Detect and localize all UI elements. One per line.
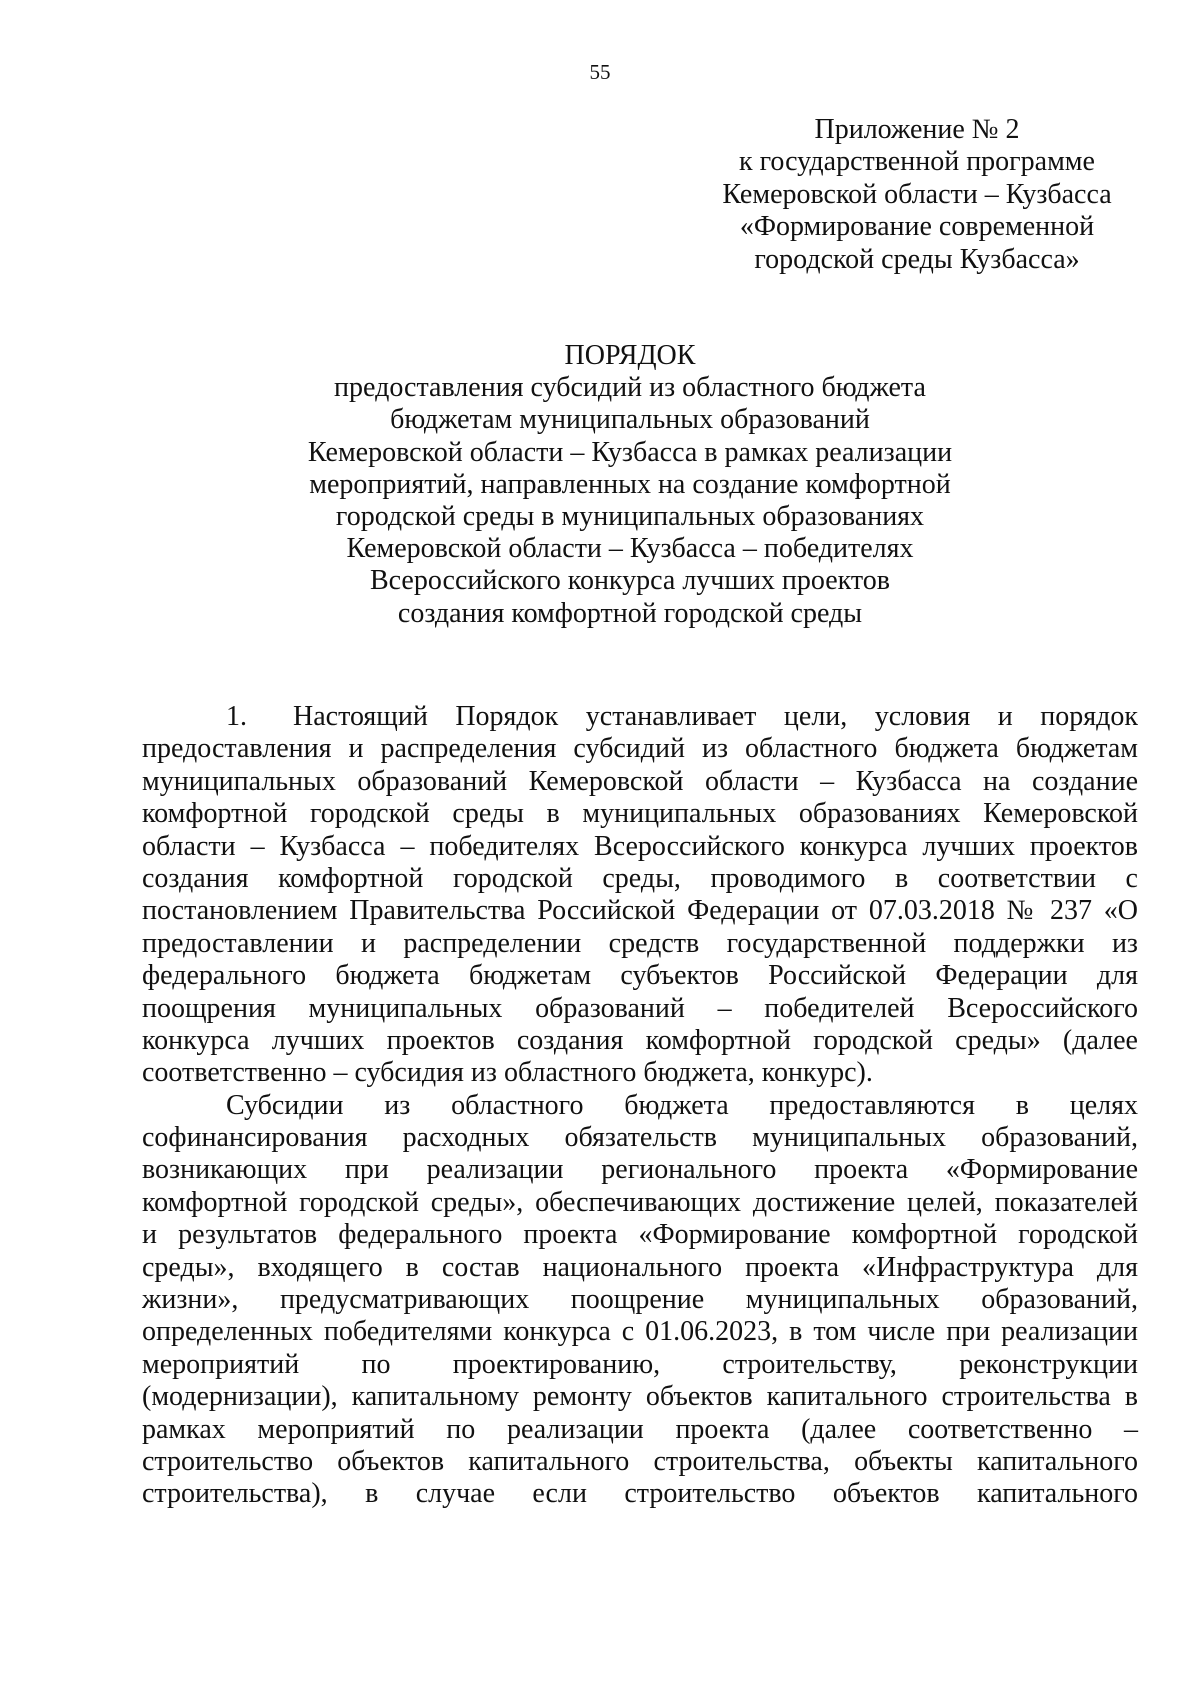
paragraph-line: комфортной городской среды в муниципальных образованиях Кемеровской xyxy=(142,798,1138,830)
appendix-line: Кемеровской области – Кузбасса xyxy=(722,178,1112,210)
paragraph-line: (модернизации), капитальному ремонту объектов капитального строительства в xyxy=(142,1381,1138,1413)
paragraph-1 xyxy=(142,701,1138,1090)
paragraph-line: Субсидии из областного бюджета предоставляются в целях xyxy=(226,1089,1138,1121)
title-line: бюджетам муниципальных образований xyxy=(390,404,870,436)
paragraph-line: среды», входящего в состав национального проекта «Инфраструктура для xyxy=(142,1251,1138,1283)
paragraph-line: 1. Настоящий Порядок устанавливает цели, условия и порядок xyxy=(226,701,1138,732)
paragraph-line: соответственно – субсидия из областного бюджета, конкурс). xyxy=(142,1057,873,1089)
paragraph-line: предоставления и распределения субсидий из областного бюджета бюджетам xyxy=(142,733,1138,765)
title-heading: ПОРЯДОК xyxy=(564,340,696,371)
paragraph-line: муниципальных образований Кемеровской области – Кузбасса на создание xyxy=(142,765,1138,797)
paragraph-line: определенных победителями конкурса с 01.06.2023, в том числе при реализации xyxy=(142,1316,1138,1348)
appendix-line: к государственной программе xyxy=(739,146,1095,178)
paragraph-line: области – Кузбасса – победителях Всероссийского конкурса лучших проектов xyxy=(142,830,1138,862)
paragraph-line: жизни», предусматривающих поощрение муниципальных образований, xyxy=(142,1284,1138,1316)
document-title xyxy=(240,340,1020,630)
title-line: Всероссийского конкурса лучших проектов xyxy=(369,565,891,597)
title-line: создания комфортной городской среды xyxy=(397,597,863,629)
title-line: Кемеровской области – Кузбасса – победителях xyxy=(346,533,914,565)
paragraph-line: строительства), в случае если строительство объектов капитального xyxy=(142,1478,1138,1510)
paragraph-line: постановлением Правительства Российской Федерации от 07.03.2018 № 237 «О xyxy=(142,895,1138,927)
paragraph-line: софинансирования расходных обязательств муниципальных образований, xyxy=(142,1122,1138,1154)
appendix-line: «Формирование современной xyxy=(739,211,1095,243)
appendix-header xyxy=(712,114,1122,276)
title-line: предоставления субсидий из областного бюджета xyxy=(334,372,926,404)
paragraph-line: конкурса лучших проектов создания комфортной городской среды» (далее xyxy=(142,1024,1138,1056)
item-number: 1. xyxy=(226,701,247,732)
page-number: 55 xyxy=(589,60,611,84)
paragraph-line: предоставлении и распределении средств государственной поддержки из xyxy=(142,927,1138,959)
paragraph-line: строительство объектов капитального строительства, объекты капитального xyxy=(142,1445,1138,1477)
paragraph-line: создания комфортной городской среды, проводимого в соответствии с xyxy=(142,862,1138,894)
title-line: городской среды в муниципальных образованиях xyxy=(335,501,925,533)
paragraph-line: возникающих при реализации регионального проекта «Формирование xyxy=(142,1154,1138,1186)
paragraph-line: мероприятий по проектированию, строительству, реконструкции xyxy=(142,1348,1138,1380)
paragraph-line: федерального бюджета бюджетам субъектов Российской Федерации для xyxy=(142,960,1138,992)
appendix-line: Приложение № 2 xyxy=(814,114,1020,145)
paragraph-line: поощрения муниципальных образований – победителей Всероссийского xyxy=(142,992,1138,1024)
title-line: Кемеровской области – Кузбасса в рамках реализации xyxy=(307,436,953,468)
paragraph-2 xyxy=(142,1090,1138,1511)
paragraph-line: комфортной городской среды», обеспечивающих достижение целей, показателей xyxy=(142,1186,1138,1218)
paragraph-line: и результатов федерального проекта «Формирование комфортной городской xyxy=(142,1219,1138,1251)
title-line: мероприятий, направленных на создание комфортной xyxy=(309,468,951,500)
paragraph-line: рамках мероприятий по реализации проекта (далее соответственно – xyxy=(142,1413,1138,1445)
appendix-line: городской среды Кузбасса» xyxy=(754,243,1080,275)
body-text xyxy=(142,701,1138,1511)
